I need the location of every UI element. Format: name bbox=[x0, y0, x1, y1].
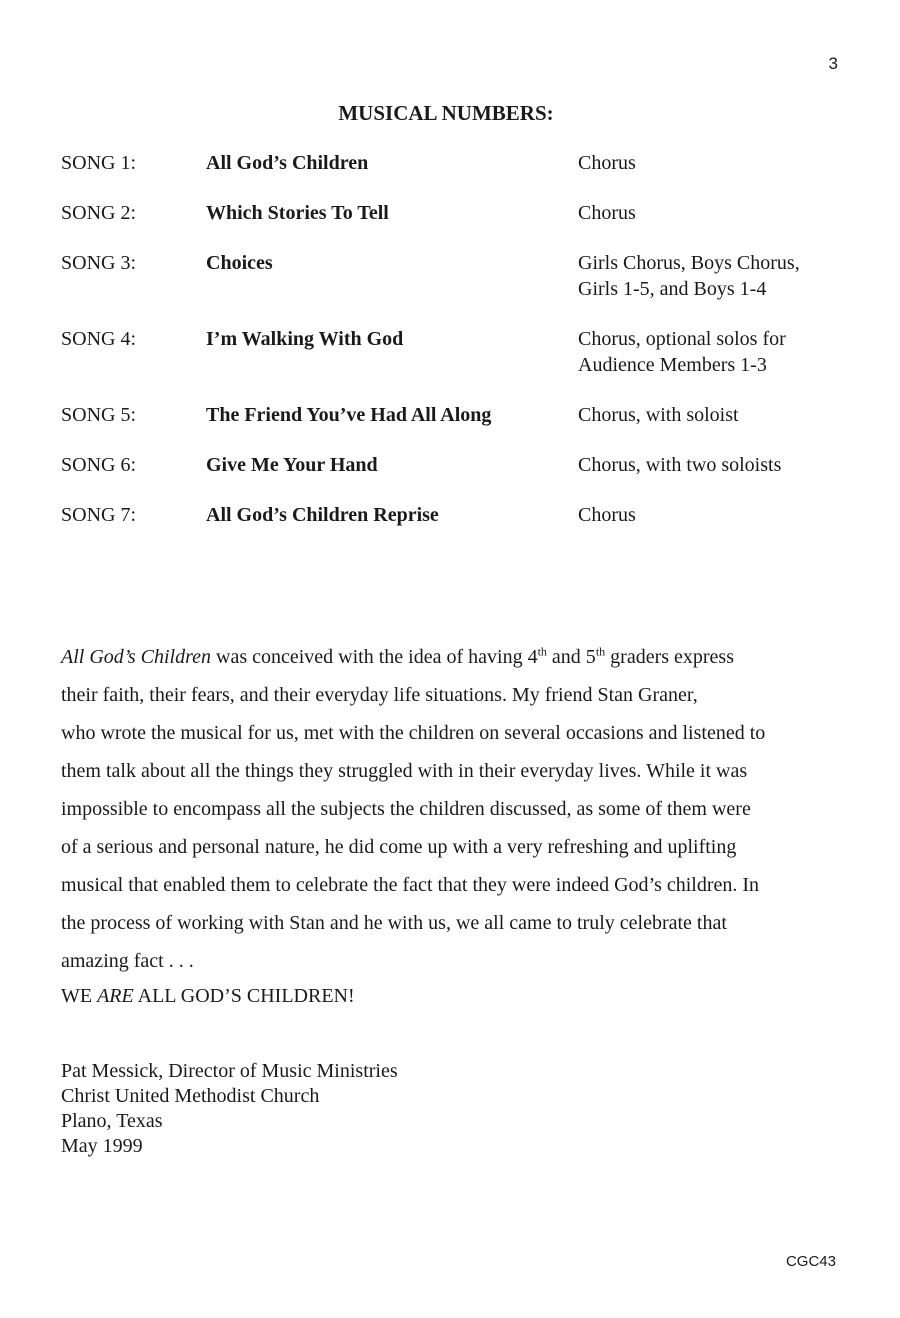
song-voicing bbox=[578, 502, 841, 528]
signature-block bbox=[61, 1059, 398, 1159]
page-title: MUSICAL NUMBERS: bbox=[338, 101, 554, 125]
intro-line: the process of working with Stan and he with us, we all came to truly celebrate that bbox=[61, 912, 727, 934]
song-voicing bbox=[578, 200, 841, 226]
voicing-line: Chorus, with two soloists bbox=[578, 454, 782, 476]
song-title: The Friend You’ve Had All Along bbox=[206, 404, 492, 426]
intro-line: who wrote the musical for us, met with the children on several occasions and listened to bbox=[61, 722, 766, 744]
song-row bbox=[61, 326, 841, 378]
signature-line: Pat Messick, Director of Music Ministries bbox=[61, 1060, 398, 1082]
page-number: 3 bbox=[828, 54, 838, 73]
song-number: SONG 2: bbox=[61, 202, 137, 224]
song-number: SONG 1: bbox=[61, 152, 137, 174]
voicing-line: Chorus bbox=[578, 202, 636, 224]
musical-title: All God’s Children bbox=[61, 646, 212, 668]
voicing-line: Chorus, optional solos for bbox=[578, 328, 786, 350]
intro-paragraph bbox=[61, 638, 831, 980]
voicing-line: Chorus bbox=[578, 504, 636, 526]
song-row bbox=[61, 150, 841, 176]
song-voicing bbox=[578, 250, 841, 302]
song-number: SONG 6: bbox=[61, 454, 137, 476]
intro-line: them talk about all the things they struggled with in their everyday lives. While it was bbox=[61, 760, 748, 782]
song-voicing bbox=[578, 402, 841, 428]
intro-text-1: was conceived with the idea of having 4 bbox=[211, 646, 538, 668]
song-row bbox=[61, 200, 841, 226]
song-title: Choices bbox=[206, 252, 273, 274]
intro-lines bbox=[61, 676, 831, 980]
ordinal-suffix: th bbox=[595, 644, 606, 659]
voicing-line: Girls Chorus, Boys Chorus, bbox=[578, 252, 800, 274]
song-row bbox=[61, 452, 841, 478]
song-list bbox=[61, 150, 841, 552]
song-number: SONG 7: bbox=[61, 504, 137, 526]
closing-after: ALL GOD’S CHILDREN! bbox=[133, 985, 355, 1007]
song-number: SONG 3: bbox=[61, 252, 137, 274]
catalog-code: CGC43 bbox=[785, 1253, 836, 1270]
intro-text-3: graders express bbox=[605, 646, 734, 668]
voicing-line: Chorus bbox=[578, 152, 636, 174]
song-number: SONG 5: bbox=[61, 404, 137, 426]
ordinal-suffix: th bbox=[537, 644, 547, 659]
closing-emphasis: ARE bbox=[97, 985, 134, 1007]
intro-line: of a serious and personal nature, he did come up with a very refreshing and uplifting bbox=[61, 836, 737, 858]
song-title: Which Stories To Tell bbox=[206, 202, 389, 224]
voicing-line: Audience Members 1-3 bbox=[578, 354, 767, 376]
song-title: All God’s Children Reprise bbox=[206, 504, 439, 526]
voicing-line: Chorus, with soloist bbox=[578, 404, 739, 426]
song-voicing bbox=[578, 326, 841, 378]
song-voicing bbox=[578, 150, 841, 176]
intro-line: musical that enabled them to celebrate the fact that they were indeed God’s children. In bbox=[61, 874, 760, 896]
closing-line bbox=[61, 985, 355, 1008]
intro-line: impossible to encompass all the subjects the children discussed, as some of them were bbox=[61, 798, 751, 820]
song-number: SONG 4: bbox=[61, 328, 137, 350]
signature-line: May 1999 bbox=[61, 1135, 143, 1157]
song-row bbox=[61, 502, 841, 528]
intro-text-2: and 5 bbox=[546, 646, 596, 668]
song-voicing bbox=[578, 452, 841, 478]
song-title: Give Me Your Hand bbox=[206, 454, 378, 476]
voicing-line: Girls 1-5, and Boys 1-4 bbox=[578, 278, 767, 300]
song-row bbox=[61, 402, 841, 428]
song-title: All God’s Children bbox=[206, 152, 369, 174]
intro-first-line bbox=[61, 638, 831, 676]
song-title: I’m Walking With God bbox=[206, 328, 404, 350]
intro-line: their faith, their fears, and their everyday life situations. My friend Stan Graner, bbox=[61, 684, 698, 706]
intro-line: amazing fact . . . bbox=[61, 950, 194, 972]
song-row bbox=[61, 250, 841, 302]
signature-line: Plano, Texas bbox=[61, 1110, 163, 1132]
signature-line: Christ United Methodist Church bbox=[61, 1085, 320, 1107]
closing-before: WE bbox=[61, 985, 98, 1007]
